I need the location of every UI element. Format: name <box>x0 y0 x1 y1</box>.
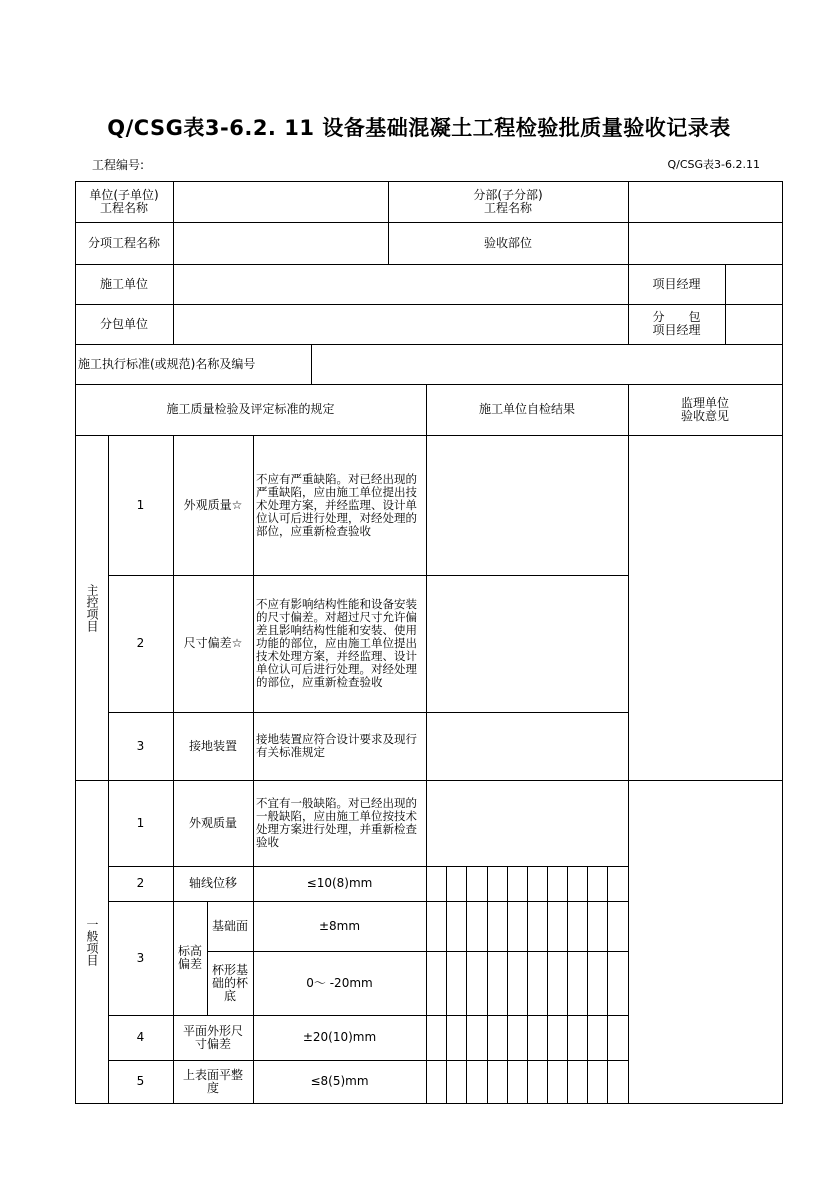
inspection-part-label: 验收部位 <box>483 235 532 250</box>
main-item-3-name: 接地装置 <box>188 738 237 753</box>
subcontractor-label: 分包单位 <box>99 316 148 331</box>
main-item-1-desc: 不应有严重缺陷。对已经出现的严重缺陷，应由施工单位提出技术处理方案，并经监理、设计单位认可后进行处理，对经处理的部位，应重新检查验收 <box>256 471 417 538</box>
main-item-2-desc: 不应有影响结构性能和设备安装的尺寸偏差。对超过尺寸允许偏差且影响结构性能和安装、使用功能的部位，应由施工单位提出技术处理方案，并经监理、设计单位认可后进行处理。对经处理的部位，应重新检查验收 <box>256 597 417 689</box>
general-item-3b-value: 0～ -20mm <box>306 975 373 990</box>
main-item-3-desc: 接地装置应符合设计要求及现行有关标准规定 <box>256 732 417 759</box>
grid-line <box>446 866 447 1104</box>
general-item-3-no: 3 <box>136 950 145 965</box>
project-manager-field[interactable] <box>725 264 782 304</box>
subitem-name-field[interactable] <box>173 222 388 264</box>
main-item-1-result[interactable] <box>426 435 628 575</box>
general-item-2-value: ≤10(8)mm <box>306 876 373 890</box>
general-item-5-value: ≤8(5)mm <box>310 1074 369 1088</box>
grid-line <box>547 866 548 1104</box>
main-item-2-result[interactable] <box>426 575 628 712</box>
general-item-2-no: 2 <box>136 876 145 890</box>
main-item-1-name: 外观质量☆ <box>183 497 243 512</box>
general-item-4-name: 平面外形尺 寸偏差 <box>182 1023 243 1051</box>
main-item-2-no: 2 <box>136 636 145 650</box>
form-code: Q/CSG表3-6.2.11 <box>667 158 760 171</box>
main-item-1-no: 1 <box>136 497 145 512</box>
general-item-5-no: 5 <box>136 1074 145 1088</box>
standard-field[interactable] <box>311 344 782 384</box>
general-item-3b-name: 杯形基 础的杯 底 <box>211 962 248 1003</box>
grid-line <box>507 866 508 1104</box>
form-title: Q/CSG表3-6.2. 11 设备基础混凝土工程检验批质量验收记录表 <box>107 116 731 140</box>
general-item-3-name: 标高 偏差 <box>177 944 202 971</box>
general-item-1-no: 1 <box>136 815 145 830</box>
general-item-4-no: 4 <box>136 1030 145 1044</box>
main-item-3-no: 3 <box>136 738 145 753</box>
general-item-4-value: ±20(10)mm <box>302 1030 377 1044</box>
grid-line <box>587 866 588 1104</box>
contractor-label: 施工单位 <box>99 276 148 291</box>
sub-manager-label: 分 包 项目经理 <box>652 310 701 337</box>
division-name-label: 分部(子分部) 工程名称 <box>473 188 543 215</box>
general-items-supervisor-opinion[interactable] <box>628 780 782 1103</box>
general-items-group-label: 一般项目 <box>85 917 99 966</box>
supervisor-column-header: 监理单位 验收意见 <box>680 395 729 423</box>
general-item-1-name: 外观质量 <box>188 815 237 830</box>
contractor-field[interactable] <box>173 264 628 304</box>
grid-line <box>487 866 488 1104</box>
main-item-2-name: 尺寸偏差☆ <box>183 636 243 650</box>
grid-line <box>567 866 568 1104</box>
main-item-3-result[interactable] <box>426 712 628 780</box>
self-check-column-header: 施工单位自检结果 <box>478 402 575 416</box>
general-item-1-result[interactable] <box>426 780 628 866</box>
general-item-5-name: 上表面平整 度 <box>182 1067 243 1095</box>
subitem-name-label: 分项工程名称 <box>87 235 160 250</box>
unit-name-label: 单位(子单位) 工程名称 <box>89 188 159 215</box>
grid-line <box>607 866 608 1104</box>
general-item-1-desc: 不宜有一般缺陷。对已经出现的一般缺陷，应由施工单位按技术处理方案进行处理，并重新检查验收 <box>256 796 417 849</box>
project-number-label: 工程编号: <box>92 158 145 172</box>
general-item-2-name: 轴线位移 <box>188 876 237 890</box>
subcontractor-field[interactable] <box>173 304 628 344</box>
grid-line <box>527 866 528 1104</box>
general-item-3a-value: ±8mm <box>318 918 361 933</box>
main-items-group-label: 主控项目 <box>85 583 99 632</box>
spec-column-header: 施工质量检验及评定标准的规定 <box>166 402 335 416</box>
unit-name-field[interactable] <box>173 182 388 222</box>
general-item-3a-name: 基础面 <box>211 918 248 933</box>
grid-line <box>75 1103 783 1104</box>
grid-line <box>782 181 783 1104</box>
sub-manager-field[interactable] <box>725 304 782 344</box>
main-items-supervisor-opinion[interactable] <box>628 435 782 780</box>
standard-label: 施工执行标准(或规范)名称及编号 <box>78 356 256 371</box>
project-manager-label: 项目经理 <box>652 276 701 291</box>
division-name-field[interactable] <box>628 182 782 222</box>
grid-line <box>466 866 467 1104</box>
inspection-part-field[interactable] <box>628 222 782 264</box>
